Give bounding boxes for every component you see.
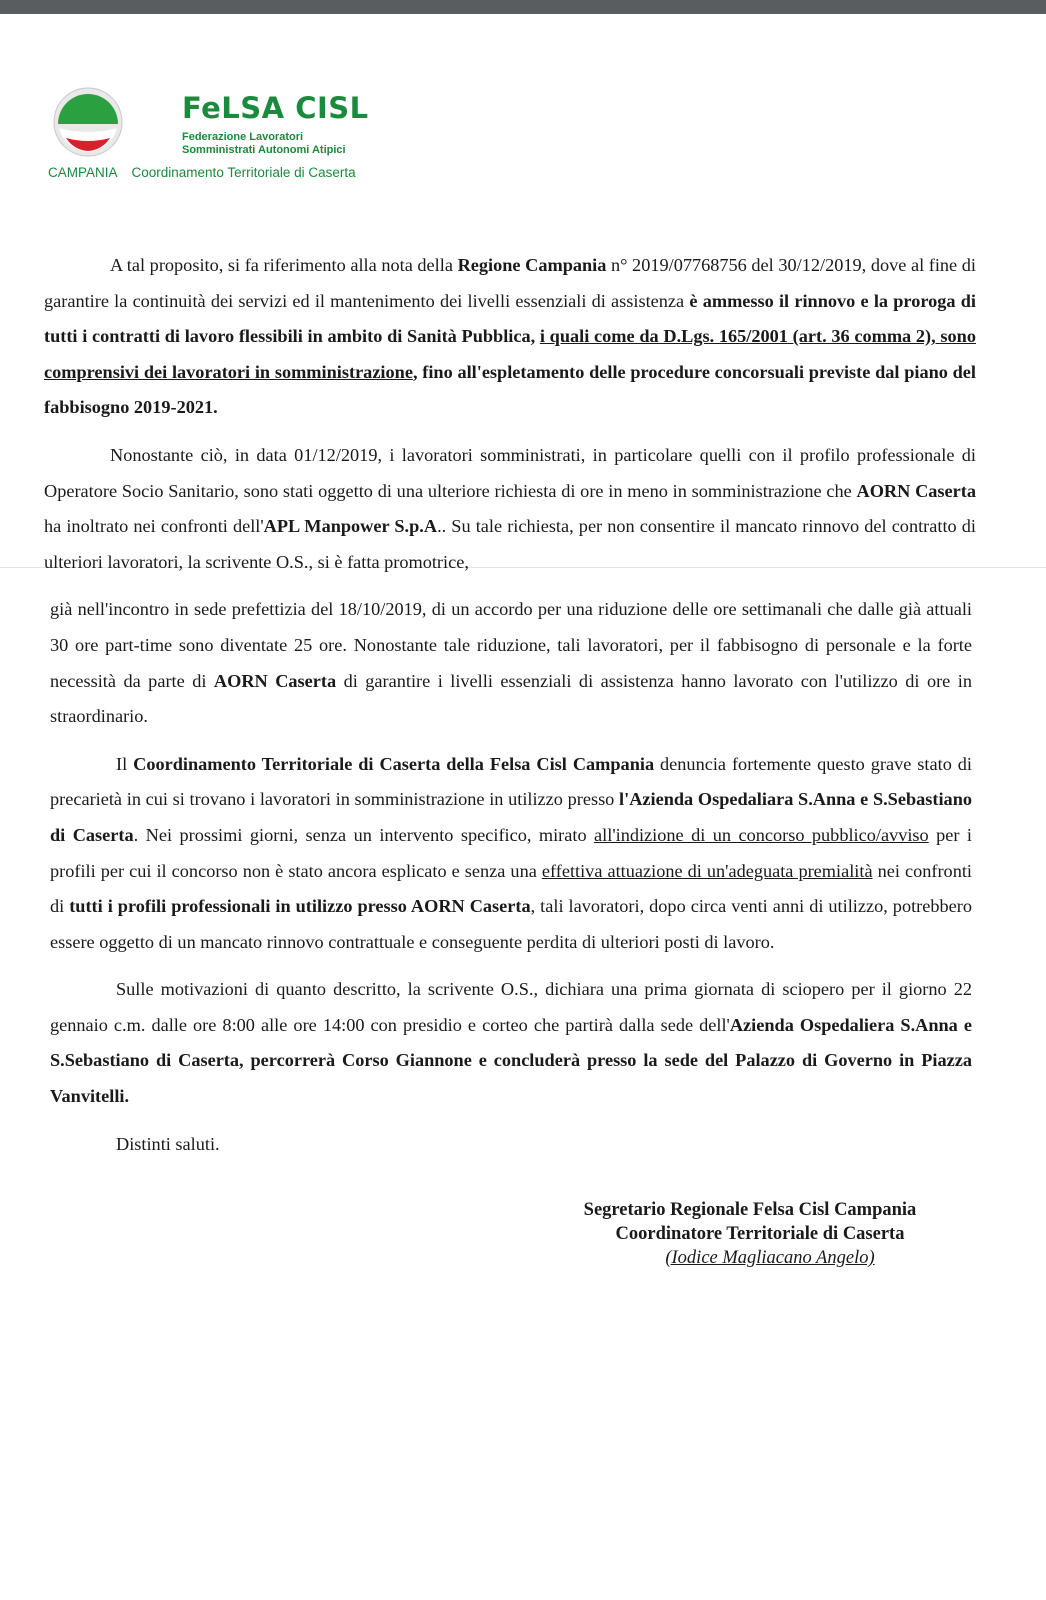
bold-run: , fino all'espletamento delle procedure concorsuali previste dal piano del fabbisogno 2019-2021. <box>44 361 976 418</box>
bold-run: Coordinamento Territoriale di Caserta della Felsa Cisl Campania <box>133 753 655 774</box>
logo-subtitle-line1: Federazione Lavoratori <box>182 131 304 143</box>
felsa-cisl-emblem-icon <box>52 86 124 158</box>
text-run: di garantire i livelli essenziali di assistenza hanno lavorato con l'utilizzo di ore in straordinario. <box>50 670 972 727</box>
text-run: , tali lavoratori, dopo circa venti anni di utilizzo, potrebbero essere oggetto di un mancato rinnovo contrattuale e conseguente perdita di ulteriori posti di lavoro. <box>50 896 972 952</box>
top-bar <box>0 0 1046 14</box>
signature-title-1: Segretario Regionale Felsa Cisl Campania <box>583 1200 917 1220</box>
signatory-name: (Iodice Magliacano Angelo) <box>665 1248 875 1268</box>
text-run: . Nei prossimi giorni, senza un intervento specifico, mirato <box>133 824 595 845</box>
bold-underline-run: i quali come da D.Lgs. 165/2001 (art. 36 comma 2), sono comprensivi dei lavoratori in somministrazione <box>44 326 976 382</box>
bold-run: è ammesso il rinnovo e la proroga di tutti i contratti di lavoro flessibili in ambito di Sanità Pubblica, <box>44 290 976 347</box>
coordination-label: Coordinamento Territoriale di Caserta <box>131 165 356 180</box>
text-run: per i profili per cui il concorso non è stato ancora esplicato e senza una <box>50 824 973 881</box>
text-run: denuncia fortemente questo grave stato di precarietà in cui si trovano i lavoratori in somministrazione in utilizzo presso <box>50 753 972 810</box>
text-run: ha inoltrato nei confronti dell' <box>44 516 264 537</box>
paragraph-5 <box>50 972 972 1114</box>
letterhead-logo <box>48 86 428 186</box>
text-run: Sulle motivazioni di quanto descritto, la scrivente O.S., dichiara una prima giornata di sciopero per il giorno 22 gennaio c.m. dalle ore 8:00 alle ore 14:00 con presidio e corteo che partirà dalla sede dell' <box>50 979 972 1035</box>
bold-run: AORN Caserta <box>213 670 337 691</box>
paragraph-3 <box>50 592 972 734</box>
paragraph-1 <box>44 248 976 426</box>
logo-name: FeLSA CISL <box>182 91 369 125</box>
bold-run: Regione Campania <box>457 255 607 275</box>
underline-run: effettiva attuazione di un'adeguata premialità <box>541 860 873 881</box>
bold-run: AORN Caserta <box>856 480 977 501</box>
paragraph-2 <box>44 438 976 580</box>
letter-body <box>44 248 976 1174</box>
closing-salutation: Distinti saluti. <box>116 1133 220 1154</box>
region-label: CAMPANIA <box>48 165 118 180</box>
underline-run: all'indizione di un concorso pubblico/avviso <box>594 824 929 845</box>
text-run: Nonostante ciò, in data 01/12/2019, i lavoratori somministrati, in particolare quelli con il profilo professionale di Operatore Socio Sanitario, sono stati oggetto di una ulteriore richiesta di ore in meno in somministrazione che <box>44 444 976 501</box>
bold-run: APL Manpower S.p.A <box>263 516 438 537</box>
text-run: A tal proposito, si fa riferimento alla nota della <box>110 255 458 275</box>
paragraph-4 <box>50 747 972 961</box>
text-run: nei confronti di <box>50 860 972 917</box>
signature-block <box>560 1198 960 1270</box>
logo-subtitle-line2: Somministrati Autonomi Atipici <box>182 144 346 156</box>
bold-run: tutti i profili professionali in utilizzo presso AORN Caserta <box>69 896 531 917</box>
text-run: Il <box>116 753 134 774</box>
logo-region-line <box>48 166 356 180</box>
text-run: .. Su tale richiesta, per non consentire il mancato rinnovo del contratto di ulteriori lavoratori, la scrivente O.S., si è fatta promotrice, <box>44 516 976 572</box>
text-run: già nell'incontro in sede prefettizia del 18/10/2019, di un accordo per una riduzione delle ore settimanali che dalle già attuali 30 ore part-time sono diventate 25 ore. Nonostante tale riduzione, tali lavoratori, per il fabbisogno di personale e la forte necessità da parte di <box>50 599 972 691</box>
text-run: n° 2019/07768756 del 30/12/2019, dove al fine di garantire la continuità dei servizi ed il mantenimento dei livelli essenziali di assistenza <box>44 255 976 311</box>
signature-title-2: Coordinatore Territoriale di Caserta <box>615 1224 905 1244</box>
bold-run: Azienda Ospedaliera S.Anna e S.Sebastiano di Caserta, percorrerà Corso Giannone e concluderà presso la sede del Palazzo di Governo in Piazza Vanvitelli. <box>50 1014 972 1107</box>
bold-run: l'Azienda Ospedaliara S.Anna e S.Sebastiano di Caserta <box>50 789 972 845</box>
